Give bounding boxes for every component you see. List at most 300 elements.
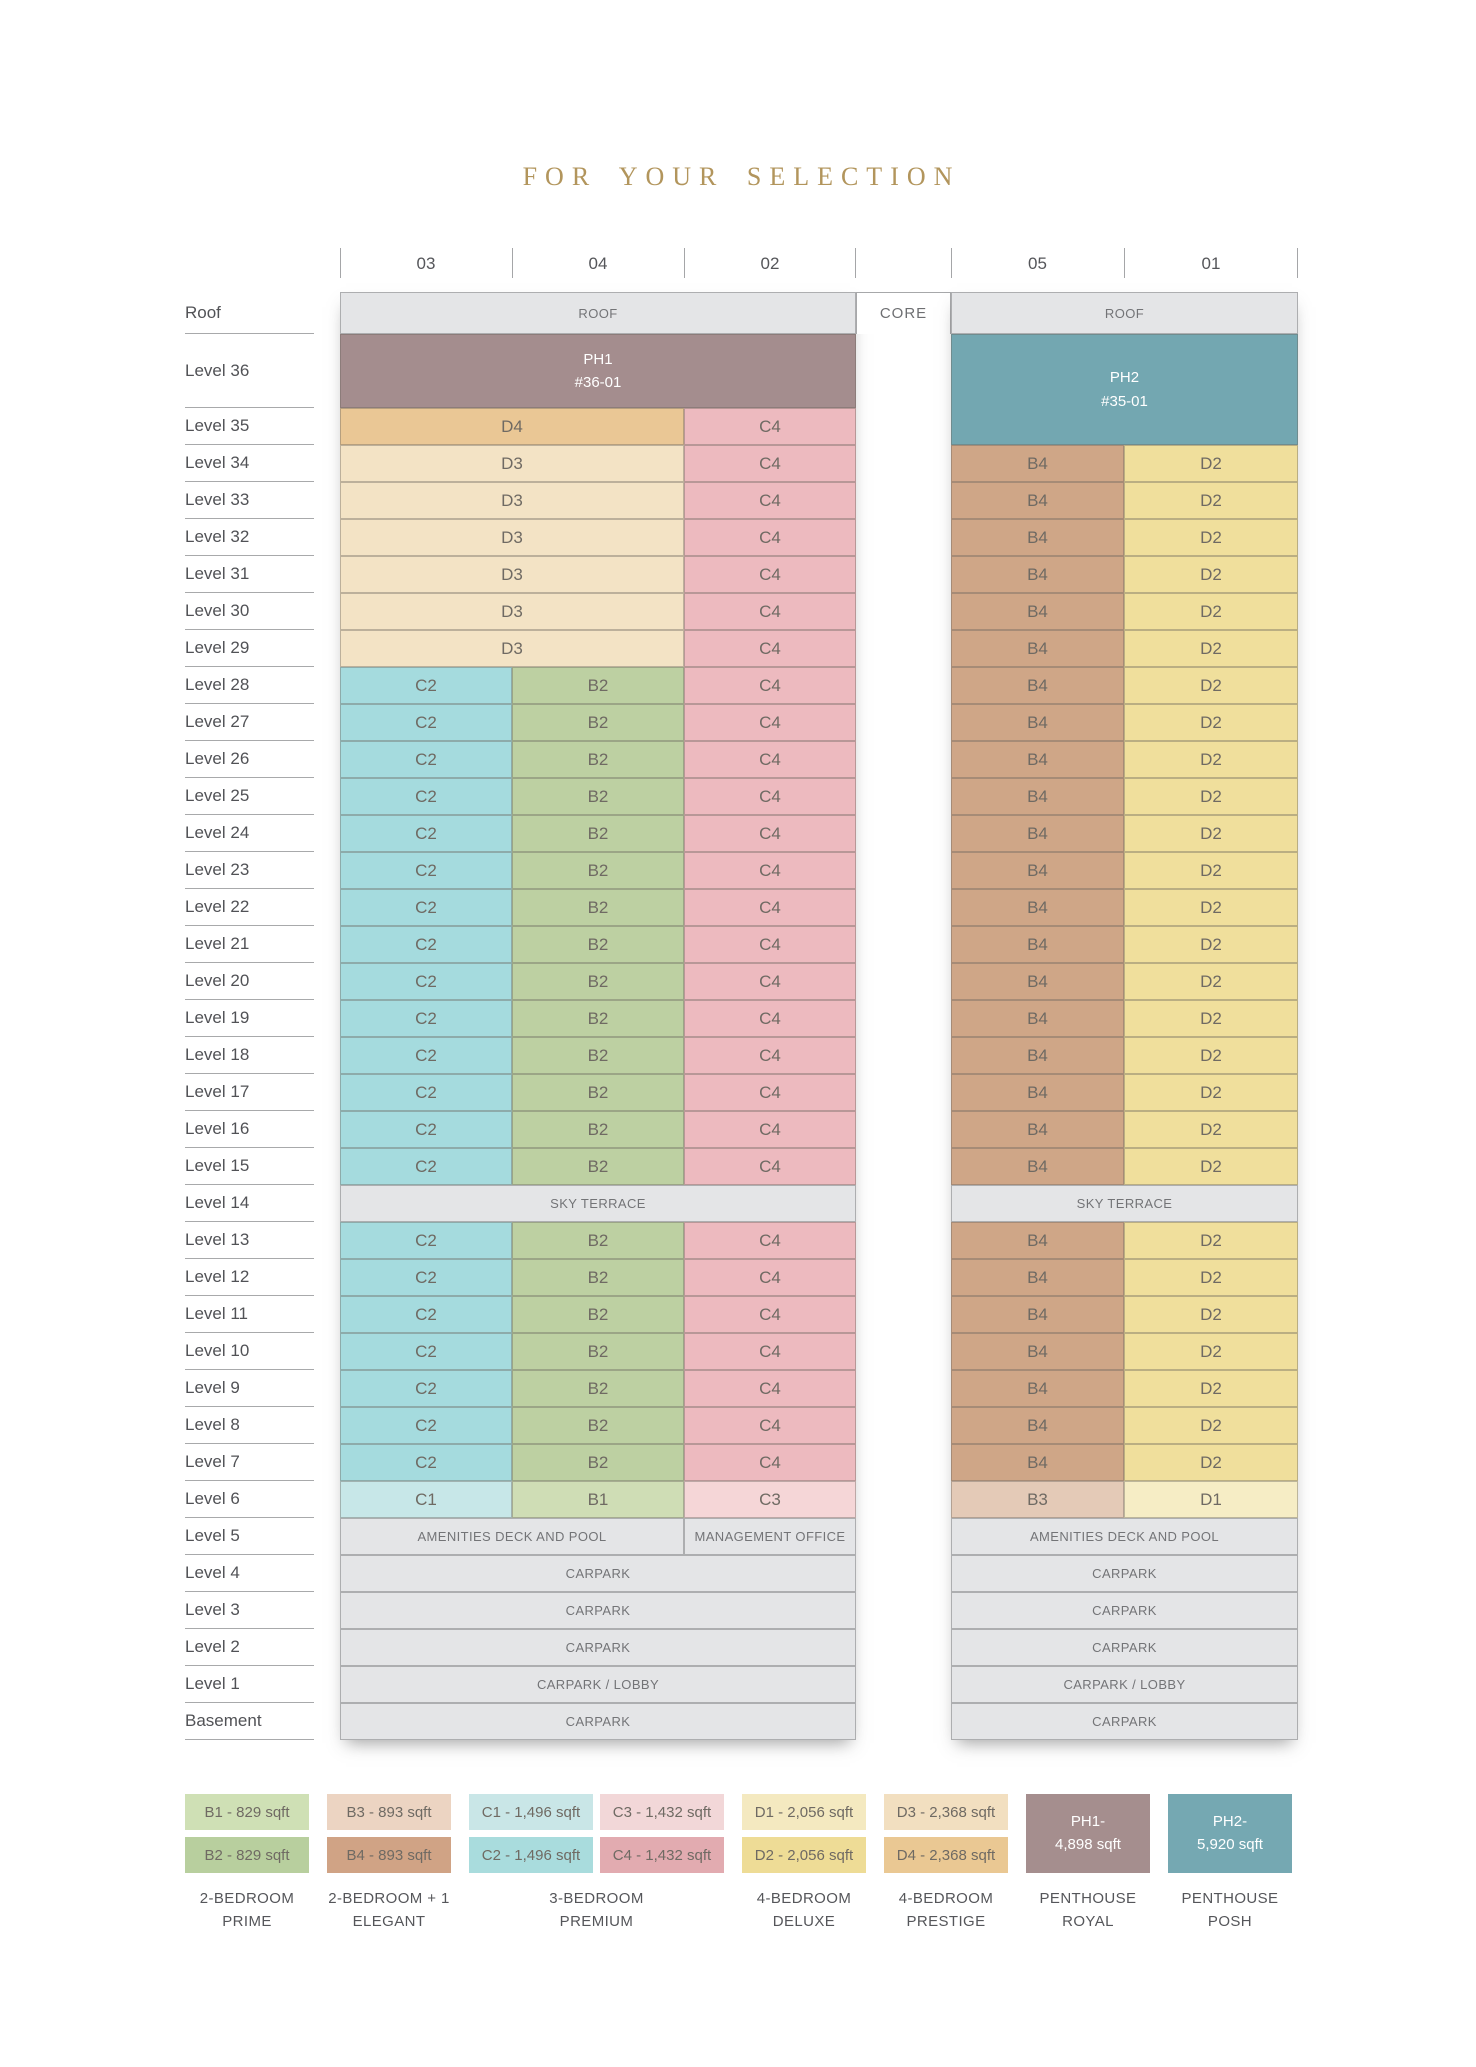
- unit-cell-c4[interactable]: C4: [684, 1259, 856, 1296]
- unit-cell-c4[interactable]: C4: [684, 1037, 856, 1074]
- unit-cell-d2[interactable]: D2: [1124, 1259, 1298, 1296]
- row-label-level-16: Level 16: [185, 1111, 314, 1148]
- unit-cell-d3[interactable]: D3: [340, 556, 684, 593]
- unit-cell-c4[interactable]: C4: [684, 556, 856, 593]
- unit-cell-c2[interactable]: C2: [340, 741, 512, 778]
- tower-band: [340, 1592, 856, 1629]
- tower-band: [951, 1370, 1298, 1407]
- unit-cell-b4[interactable]: B4: [951, 926, 1124, 963]
- unit-cell-d2[interactable]: D2: [1124, 889, 1298, 926]
- unit-cell-d2[interactable]: D2: [1124, 778, 1298, 815]
- unit-cell-b4[interactable]: B4: [951, 1074, 1124, 1111]
- unit-cell-d2[interactable]: D2: [1124, 1000, 1298, 1037]
- unit-cell-b4[interactable]: B4: [951, 445, 1124, 482]
- unit-cell-c2[interactable]: C2: [340, 1000, 512, 1037]
- legend-caption: 3-BEDROOM PREMIUM: [549, 1890, 644, 1931]
- tower-band: [340, 334, 856, 408]
- tower-band: [340, 741, 856, 778]
- unit-cell-d2[interactable]: D2: [1124, 815, 1298, 852]
- unit-cell-d2[interactable]: D2: [1124, 519, 1298, 556]
- unit-cell-b4[interactable]: B4: [951, 778, 1124, 815]
- row-label-level-13: Level 13: [185, 1222, 314, 1259]
- unit-cell-d2[interactable]: D2: [1124, 593, 1298, 630]
- facility-cell-carpark: CARPARK: [951, 1703, 1298, 1740]
- unit-cell-b2[interactable]: B2: [512, 1074, 684, 1111]
- page-title: FOR YOUR SELECTION: [522, 162, 961, 191]
- tower-band: [951, 815, 1298, 852]
- legend-swatch-c3: C3 - 1,432 sqft: [600, 1794, 724, 1830]
- unit-cell-c4[interactable]: C4: [684, 1296, 856, 1333]
- unit-cell-c4[interactable]: C4: [684, 667, 856, 704]
- row-label-basement: Basement: [185, 1703, 314, 1740]
- column-header-04: 04: [588, 254, 608, 273]
- tower-band: [951, 1000, 1298, 1037]
- tower-band: [951, 889, 1298, 926]
- tower-left: [340, 292, 856, 1740]
- unit-cell-b4[interactable]: B4: [951, 852, 1124, 889]
- column-headers-right: [951, 244, 1298, 292]
- column-headers: [185, 244, 1298, 292]
- unit-cell-d3[interactable]: D3: [340, 519, 684, 556]
- unit-cell-b4[interactable]: B4: [951, 1370, 1124, 1407]
- unit-cell-d2[interactable]: D2: [1124, 1333, 1298, 1370]
- legend-swatch-b4: B4 - 893 sqft: [327, 1837, 451, 1873]
- tower-right: [951, 292, 1298, 1740]
- unit-cell-b2[interactable]: B2: [512, 1444, 684, 1481]
- unit-cell-b2[interactable]: B2: [512, 1333, 684, 1370]
- facility-cell-carpark-lobby: CARPARK / LOBBY: [951, 1666, 1298, 1703]
- legend: [185, 1794, 1292, 1934]
- tower-band: [951, 741, 1298, 778]
- tower-band: [951, 1148, 1298, 1185]
- tower-band: [340, 630, 856, 667]
- unit-cell-c2[interactable]: C2: [340, 778, 512, 815]
- facility-cell-sky-terrace: SKY TERRACE: [951, 1185, 1298, 1222]
- unit-cell-b4[interactable]: B4: [951, 667, 1124, 704]
- unit-cell-b1[interactable]: B1: [512, 1481, 684, 1518]
- unit-cell-c4[interactable]: C4: [684, 1000, 856, 1037]
- column-header-05: 05: [1028, 254, 1047, 273]
- row-label-level-29: Level 29: [185, 630, 314, 667]
- core-cell: CORE: [856, 292, 951, 334]
- row-labels: [185, 292, 340, 1740]
- row-label-level-15: Level 15: [185, 1148, 314, 1185]
- unit-cell-b2[interactable]: B2: [512, 1222, 684, 1259]
- unit-cell-c4[interactable]: C4: [684, 630, 856, 667]
- unit-cell-b4[interactable]: B4: [951, 1333, 1124, 1370]
- tower-band: [340, 889, 856, 926]
- tower-band: [340, 1148, 856, 1185]
- unit-cell-c2[interactable]: C2: [340, 1407, 512, 1444]
- unit-cell-c4[interactable]: C4: [684, 593, 856, 630]
- tower-band: [340, 1222, 856, 1259]
- facility-cell-amenities-deck-and-pool: AMENITIES DECK AND POOL: [340, 1518, 684, 1555]
- legend-swatch-d3: D3 - 2,368 sqft: [884, 1794, 1008, 1830]
- legend-swatch-b1: B1 - 829 sqft: [185, 1794, 309, 1830]
- unit-cell-c4[interactable]: C4: [684, 778, 856, 815]
- legend-swatch-c2: C2 - 1,496 sqft: [469, 1837, 593, 1873]
- unit-cell-c4[interactable]: C4: [684, 704, 856, 741]
- tower-band: [340, 1555, 856, 1592]
- tower-band: [340, 1444, 856, 1481]
- unit-cell-b2[interactable]: B2: [512, 815, 684, 852]
- tower-band: [951, 482, 1298, 519]
- legend-caption: 4-BEDROOM PRESTIGE: [898, 1890, 994, 1931]
- unit-cell-c4[interactable]: C4: [684, 1111, 856, 1148]
- unit-cell-b2[interactable]: B2: [512, 1037, 684, 1074]
- facility-cell-carpark-lobby: CARPARK / LOBBY: [340, 1666, 856, 1703]
- tower-band: [951, 1592, 1298, 1629]
- unit-cell-b2[interactable]: B2: [512, 1296, 684, 1333]
- unit-cell-b4[interactable]: B4: [951, 741, 1124, 778]
- unit-cell-b4[interactable]: B4: [951, 1222, 1124, 1259]
- unit-cell-d2[interactable]: D2: [1124, 556, 1298, 593]
- legend-swatch-d2: D2 - 2,056 sqft: [742, 1837, 866, 1873]
- tower-band: [951, 963, 1298, 1000]
- unit-cell-b2[interactable]: B2: [512, 1259, 684, 1296]
- unit-cell-b2[interactable]: B2: [512, 704, 684, 741]
- row-label-level-6: Level 6: [185, 1481, 314, 1518]
- unit-cell-c2[interactable]: C2: [340, 1037, 512, 1074]
- unit-cell-c2[interactable]: C2: [340, 963, 512, 1000]
- row-label-level-1: Level 1: [185, 1666, 314, 1703]
- unit-cell-d2[interactable]: D2: [1124, 630, 1298, 667]
- unit-cell-b4[interactable]: B4: [951, 1444, 1124, 1481]
- unit-cell-d2[interactable]: D2: [1124, 445, 1298, 482]
- tower-band: [951, 445, 1298, 482]
- unit-cell-c4[interactable]: C4: [684, 852, 856, 889]
- tower-band: [951, 1111, 1298, 1148]
- legend-swatch-d1: D1 - 2,056 sqft: [742, 1794, 866, 1830]
- unit-cell-d2[interactable]: D2: [1124, 1111, 1298, 1148]
- row-label-level-2: Level 2: [185, 1629, 314, 1666]
- legend-caption: PENTHOUSE POSH: [1181, 1890, 1279, 1931]
- legend-caption: 2-BEDROOM + 1 ELEGANT: [328, 1890, 450, 1931]
- tower-band: [951, 1222, 1298, 1259]
- facility-cell-carpark: CARPARK: [951, 1629, 1298, 1666]
- unit-cell-c2[interactable]: C2: [340, 815, 512, 852]
- tower-band: [951, 704, 1298, 741]
- unit-cell-c2[interactable]: C2: [340, 1444, 512, 1481]
- row-label-level-32: Level 32: [185, 519, 314, 556]
- unit-cell-b2[interactable]: B2: [512, 852, 684, 889]
- unit-cell-b2[interactable]: B2: [512, 1000, 684, 1037]
- unit-cell-d3[interactable]: D3: [340, 482, 684, 519]
- unit-cell-d2[interactable]: D2: [1124, 1074, 1298, 1111]
- tower-band: [951, 1296, 1298, 1333]
- row-label-level-25: Level 25: [185, 778, 314, 815]
- legend-swatch-ph2: PH2- 5,920 sqft: [1168, 1794, 1292, 1873]
- tower-band: [340, 1333, 856, 1370]
- tower-band: [951, 1074, 1298, 1111]
- unit-cell-c2[interactable]: C2: [340, 1074, 512, 1111]
- row-label-roof: Roof: [185, 292, 314, 334]
- unit-cell-b4[interactable]: B4: [951, 482, 1124, 519]
- unit-cell-d2[interactable]: D2: [1124, 1148, 1298, 1185]
- unit-cell-d1[interactable]: D1: [1124, 1481, 1298, 1518]
- unit-cell-c2[interactable]: C2: [340, 1333, 512, 1370]
- facility-cell-carpark: CARPARK: [340, 1703, 856, 1740]
- row-label-level-34: Level 34: [185, 445, 314, 482]
- tower-band: [340, 1666, 856, 1703]
- row-label-level-18: Level 18: [185, 1037, 314, 1074]
- unit-cell-c4[interactable]: C4: [684, 1148, 856, 1185]
- unit-cell-c4[interactable]: C4: [684, 815, 856, 852]
- tower-band: [340, 292, 856, 334]
- unit-cell-b2[interactable]: B2: [512, 1148, 684, 1185]
- unit-cell-b4[interactable]: B4: [951, 1259, 1124, 1296]
- legend-swatch-b2: B2 - 829 sqft: [185, 1837, 309, 1873]
- tower-band: [951, 334, 1298, 445]
- tower-band: [340, 1000, 856, 1037]
- unit-cell-c2[interactable]: C2: [340, 667, 512, 704]
- unit-cell-b2[interactable]: B2: [512, 926, 684, 963]
- legend-group-penthouse-royal: [1026, 1794, 1150, 1934]
- legend-swatch-c4: C4 - 1,432 sqft: [600, 1837, 724, 1873]
- tower-band: [951, 630, 1298, 667]
- row-label-level-20: Level 20: [185, 963, 314, 1000]
- unit-cell-b2[interactable]: B2: [512, 963, 684, 1000]
- unit-cell-c2[interactable]: C2: [340, 1111, 512, 1148]
- tower-band: [340, 482, 856, 519]
- legend-swatch-ph1: PH1- 4,898 sqft: [1026, 1794, 1150, 1873]
- unit-cell-c4[interactable]: C4: [684, 889, 856, 926]
- tower-band: [340, 1111, 856, 1148]
- unit-cell-c2[interactable]: C2: [340, 704, 512, 741]
- unit-cell-b4[interactable]: B4: [951, 556, 1124, 593]
- unit-cell-c4[interactable]: C4: [684, 445, 856, 482]
- tower-band: [340, 1185, 856, 1222]
- facility-cell-management-office: MANAGEMENT OFFICE: [684, 1518, 856, 1555]
- row-label-level-36: Level 36: [185, 334, 314, 408]
- column-tick: [855, 248, 856, 278]
- row-label-level-27: Level 27: [185, 704, 314, 741]
- unit-cell-d2[interactable]: D2: [1124, 1370, 1298, 1407]
- unit-cell-d2[interactable]: D2: [1124, 667, 1298, 704]
- unit-cell-b2[interactable]: B2: [512, 889, 684, 926]
- tower-band: [951, 1259, 1298, 1296]
- unit-cell-b4[interactable]: B4: [951, 1148, 1124, 1185]
- tower-band: [340, 1518, 856, 1555]
- unit-cell-c2[interactable]: C2: [340, 1370, 512, 1407]
- tower-band: [951, 667, 1298, 704]
- tower-band: [340, 593, 856, 630]
- tower-band: [951, 1703, 1298, 1740]
- column-tick: [340, 248, 341, 278]
- unit-cell-d3[interactable]: D3: [340, 593, 684, 630]
- facility-cell-carpark: CARPARK: [340, 1592, 856, 1629]
- tower-band: [951, 519, 1298, 556]
- unit-cell-c2[interactable]: C2: [340, 1259, 512, 1296]
- unit-cell-b2[interactable]: B2: [512, 667, 684, 704]
- unit-cell-c2[interactable]: C2: [340, 1222, 512, 1259]
- unit-cell-c4[interactable]: C4: [684, 408, 856, 445]
- unit-cell-c4[interactable]: C4: [684, 1444, 856, 1481]
- tower-band: [951, 1037, 1298, 1074]
- row-label-level-21: Level 21: [185, 926, 314, 963]
- unit-cell-b4[interactable]: B4: [951, 704, 1124, 741]
- legend-swatch-c1: C1 - 1,496 sqft: [469, 1794, 593, 1830]
- unit-cell-c2[interactable]: C2: [340, 1296, 512, 1333]
- unit-cell-c3[interactable]: C3: [684, 1481, 856, 1518]
- column-tick: [1297, 248, 1298, 278]
- unit-cell-d3[interactable]: D3: [340, 630, 684, 667]
- stacking-grid: [185, 292, 1298, 1740]
- legend-group-penthouse-posh: [1168, 1794, 1292, 1934]
- tower-band: [951, 1481, 1298, 1518]
- unit-cell-b2[interactable]: B2: [512, 741, 684, 778]
- legend-swatch-d4: D4 - 2,368 sqft: [884, 1837, 1008, 1873]
- tower-band: [340, 778, 856, 815]
- tower-band: [340, 445, 856, 482]
- tower-band: [951, 1555, 1298, 1592]
- column-tick: [1124, 248, 1125, 278]
- row-label-level-17: Level 17: [185, 1074, 314, 1111]
- unit-cell-c4[interactable]: C4: [684, 519, 856, 556]
- unit-cell-c2[interactable]: C2: [340, 889, 512, 926]
- unit-cell-b4[interactable]: B4: [951, 889, 1124, 926]
- chart: [185, 244, 1298, 1740]
- unit-cell-d2[interactable]: D2: [1124, 963, 1298, 1000]
- unit-cell-b4[interactable]: B4: [951, 1000, 1124, 1037]
- tower-band: [340, 408, 856, 445]
- tower-band: [951, 1333, 1298, 1370]
- row-label-level-14: Level 14: [185, 1185, 314, 1222]
- tower-band: [340, 1629, 856, 1666]
- unit-cell-c4[interactable]: C4: [684, 1370, 856, 1407]
- row-label-level-19: Level 19: [185, 1000, 314, 1037]
- row-label-level-12: Level 12: [185, 1259, 314, 1296]
- legend-swatch-b3: B3 - 893 sqft: [327, 1794, 451, 1830]
- legend-group-2-bedroom-prime: [185, 1794, 309, 1934]
- tower-band: [340, 1407, 856, 1444]
- tower-band: [951, 1185, 1298, 1222]
- tower-band: [951, 926, 1298, 963]
- unit-cell-c2[interactable]: C2: [340, 1148, 512, 1185]
- column-header-01: 01: [1201, 254, 1221, 273]
- row-label-level-10: Level 10: [185, 1333, 314, 1370]
- row-label-level-4: Level 4: [185, 1555, 314, 1592]
- unit-cell-d2[interactable]: D2: [1124, 1037, 1298, 1074]
- unit-cell-c4[interactable]: C4: [684, 741, 856, 778]
- row-label-level-8: Level 8: [185, 1407, 314, 1444]
- row-label-level-31: Level 31: [185, 556, 314, 593]
- tower-band: [340, 926, 856, 963]
- unit-cell-b2[interactable]: B2: [512, 1407, 684, 1444]
- tower-band: [951, 1666, 1298, 1703]
- unit-cell-d4[interactable]: D4: [340, 408, 684, 445]
- tower-band: [951, 292, 1298, 334]
- legend-group-3-bedroom-premium: [469, 1794, 724, 1934]
- tower-band: [340, 519, 856, 556]
- tower-band: [340, 1074, 856, 1111]
- unit-cell-b2[interactable]: B2: [512, 1370, 684, 1407]
- tower-band: [340, 815, 856, 852]
- facility-cell-carpark: CARPARK: [340, 1555, 856, 1592]
- tower-band: [340, 556, 856, 593]
- facility-cell-roof: ROOF: [340, 292, 856, 334]
- unit-cell-d2[interactable]: D2: [1124, 1222, 1298, 1259]
- tower-band: [340, 1703, 856, 1740]
- facility-cell-carpark: CARPARK: [340, 1629, 856, 1666]
- unit-cell-c4[interactable]: C4: [684, 1407, 856, 1444]
- row-label-level-11: Level 11: [185, 1296, 314, 1333]
- tower-band: [340, 1037, 856, 1074]
- unit-cell-d2[interactable]: D2: [1124, 852, 1298, 889]
- unit-cell-b4[interactable]: B4: [951, 1037, 1124, 1074]
- unit-cell-b3[interactable]: B3: [951, 1481, 1124, 1518]
- row-label-level-9: Level 9: [185, 1370, 314, 1407]
- legend-group-4-bedroom-prestige: [884, 1794, 1008, 1934]
- unit-cell-b4[interactable]: B4: [951, 519, 1124, 556]
- row-label-level-28: Level 28: [185, 667, 314, 704]
- unit-cell-d2[interactable]: D2: [1124, 1444, 1298, 1481]
- unit-cell-d2[interactable]: D2: [1124, 741, 1298, 778]
- legend-caption: PENTHOUSE ROYAL: [1039, 1890, 1137, 1931]
- row-label-level-26: Level 26: [185, 741, 314, 778]
- unit-cell-c1[interactable]: C1: [340, 1481, 512, 1518]
- unit-cell-d2[interactable]: D2: [1124, 1407, 1298, 1444]
- unit-cell-d3[interactable]: D3: [340, 445, 684, 482]
- unit-cell-d2[interactable]: D2: [1124, 704, 1298, 741]
- unit-cell-b4[interactable]: B4: [951, 1407, 1124, 1444]
- facility-cell-roof: ROOF: [951, 292, 1298, 334]
- unit-cell-b4[interactable]: B4: [951, 1111, 1124, 1148]
- row-label-level-5: Level 5: [185, 1518, 314, 1555]
- unit-cell-b4[interactable]: B4: [951, 630, 1124, 667]
- facility-cell-carpark: CARPARK: [951, 1555, 1298, 1592]
- unit-cell-ph1[interactable]: PH1 #36-01: [340, 334, 856, 408]
- unit-cell-c4[interactable]: C4: [684, 1222, 856, 1259]
- legend-group-4-bedroom-deluxe: [742, 1794, 866, 1934]
- unit-cell-b4[interactable]: B4: [951, 963, 1124, 1000]
- tower-band: [340, 963, 856, 1000]
- tower-band: [340, 704, 856, 741]
- facility-cell-amenities-deck-and-pool: AMENITIES DECK AND POOL: [951, 1518, 1298, 1555]
- unit-cell-c4[interactable]: C4: [684, 1333, 856, 1370]
- unit-cell-b4[interactable]: B4: [951, 815, 1124, 852]
- column-header-03: 03: [416, 254, 436, 273]
- unit-cell-c4[interactable]: C4: [684, 482, 856, 519]
- core-column: [856, 292, 951, 334]
- facility-cell-sky-terrace: SKY TERRACE: [340, 1185, 856, 1222]
- tower-band: [951, 1518, 1298, 1555]
- unit-cell-b4[interactable]: B4: [951, 593, 1124, 630]
- tower-band: [340, 1481, 856, 1518]
- unit-cell-c2[interactable]: C2: [340, 926, 512, 963]
- unit-cell-b2[interactable]: B2: [512, 778, 684, 815]
- tower-band: [340, 1296, 856, 1333]
- unit-cell-d2[interactable]: D2: [1124, 482, 1298, 519]
- unit-cell-b4[interactable]: B4: [951, 1296, 1124, 1333]
- unit-cell-c4[interactable]: C4: [684, 963, 856, 1000]
- legend-group-2-bedroom-1-elegant: [327, 1794, 451, 1934]
- unit-cell-c4[interactable]: C4: [684, 926, 856, 963]
- column-tick: [512, 248, 513, 278]
- tower-band: [340, 1370, 856, 1407]
- tower-band: [340, 667, 856, 704]
- unit-cell-c4[interactable]: C4: [684, 1074, 856, 1111]
- legend-caption: 4-BEDROOM DELUXE: [756, 1890, 852, 1931]
- header-core-spacer: [856, 244, 951, 292]
- unit-cell-c2[interactable]: C2: [340, 852, 512, 889]
- unit-cell-ph2[interactable]: PH2 #35-01: [951, 334, 1298, 445]
- column-header-02: 02: [760, 254, 780, 273]
- unit-cell-b2[interactable]: B2: [512, 1111, 684, 1148]
- row-label-level-22: Level 22: [185, 889, 314, 926]
- unit-cell-d2[interactable]: D2: [1124, 1296, 1298, 1333]
- unit-cell-d2[interactable]: D2: [1124, 926, 1298, 963]
